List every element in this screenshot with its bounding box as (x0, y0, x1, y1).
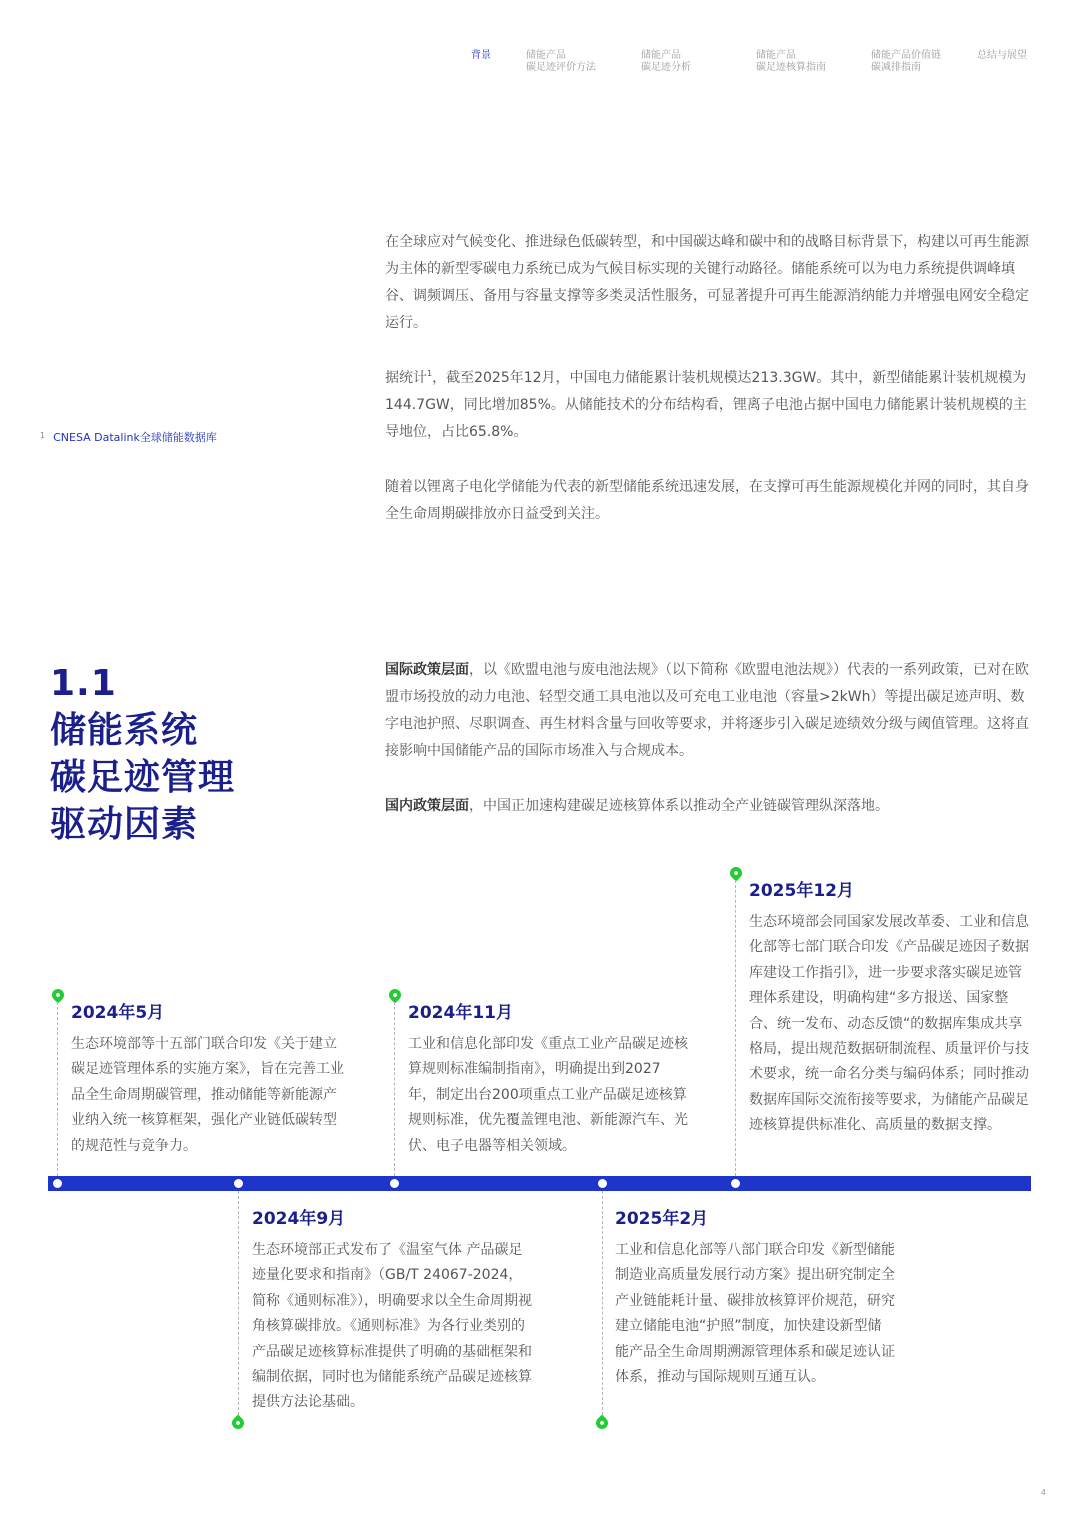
intro-p2-lead: 据统计 (385, 370, 427, 386)
section-title-line: 碳足迹管理 (50, 757, 236, 798)
event-date: 2025年2月 (615, 1209, 709, 1229)
footnote (40, 429, 217, 445)
event-text: 生态环境部等十五部门联合印发《关于建立碳足迹管理体系的实施方案》，旨在完善工业品全生命周期碳管理，推动储能等新能源产业纳入统一核算框架，强化产业链低碳转型的规范性与竞争力。 (71, 1036, 344, 1154)
section-number: 1.1 (50, 663, 117, 704)
event-text: 生态环境部会同国家发展改革委、工业和信息化部等七部门联合印发《产品碳足迹因子数据库建设工作指引》，进一步要求落实碳足迹管理体系建设，明确构建“多方报送、国家整合、统一发布、动态反馈“的数据库集成共享格局，提出规范数据研制流程、质量评价与技术要求，统一命名分类与编码体系；同时推动数据库国际交流衔接等要求，为储能产品碳足迹核算提供标准化、高质量的数据支撑。 (749, 914, 1029, 1134)
section-title-line: 储能系统 (50, 710, 199, 751)
event-date: 2024年5月 (71, 1003, 165, 1023)
intro-paragraph-1: 在全球应对气候变化、推进绿色低碳转型，和中国碳达峰和碳中和的战略目标背景下，构建以可再生能源为主体的新型零碳电力系统已成为气候目标实现的关键行动路径。储能系统可以为电力系统提供调峰填谷、调频调压、备用与容量支撑等多类灵活性服务，可显著提升可再生能源消纳能力并增强电网安全稳定运行。 (385, 234, 1029, 331)
intro-paragraph-2 (385, 365, 1030, 446)
nav-item-label: 总结与展望 (977, 50, 1027, 61)
timeline-stem (57, 1002, 58, 1176)
nav-item-label: 储能产品价值链 (871, 50, 941, 61)
timeline-stem (238, 1191, 239, 1415)
event-text: 工业和信息化部等八部门联合印发《新型储能制造业高质量发展行动方案》提出研究制定全产业链能耗计量、碳排放核算评价规范，研究建立储能电池“护照”制度，加快建设新型储能产品全生命周期溯源管理体系和碳足迹认证体系，推动与国际规则互通互认。 (615, 1242, 895, 1386)
nav-item-sublabel: 碳减排指南 (871, 62, 921, 73)
timeline-stem (735, 880, 736, 1176)
map-pin-icon (387, 987, 404, 1004)
timeline-dot (731, 1179, 740, 1188)
page-number: 4 (1040, 1488, 1046, 1497)
nav-item-sublabel: 碳足迹分析 (641, 62, 691, 73)
nav-item-reduction-guide[interactable] (871, 50, 941, 74)
nav-item-footprint-analysis[interactable] (641, 50, 691, 74)
timeline-dot (390, 1179, 399, 1188)
timeline-dot (53, 1179, 62, 1188)
policy-domestic-heading: 国内政策层面 (385, 798, 469, 814)
event-date: 2025年12月 (749, 881, 854, 901)
nav-item-label: 储能产品 (641, 50, 681, 61)
intro-p2-body: ，截至2025年12月，中国电力储能累计装机规模达213.3GW。其中，新型储能累计装机规模为144.7GW，同比增加85%。从储能技术的分布结构看，锂离子电池占据中国电力储能累计装机规模的主导地位，占比65.8%。 (385, 370, 1027, 440)
nav-item-summary[interactable] (977, 50, 1027, 62)
nav-item-label: 背景 (471, 50, 491, 61)
nav-item-label: 储能产品 (756, 50, 796, 61)
footnote-ref: 1 (427, 369, 433, 378)
event-date: 2024年9月 (252, 1209, 346, 1229)
nav-item-sublabel: 碳足迹评价方法 (526, 62, 596, 73)
timeline-dot (234, 1179, 243, 1188)
policy-domestic-text: ，中国正加速构建碳足迹核算体系以推动全产业链碳管理纵深落地。 (469, 798, 889, 814)
event-text: 工业和信息化部印发《重点工业产品碳足迹核算规则标准编制指南》，明确提出到2027年，制定出台200项重点工业产品碳足迹核算规则标准，优先覆盖锂电池、新能源汽车、光伏、电子电器等相关领域。 (408, 1036, 688, 1154)
nav-item-accounting-guide[interactable] (756, 50, 826, 74)
map-pin-icon (594, 1415, 611, 1432)
footnote-number: 1 (40, 431, 46, 440)
timeline-stem (602, 1191, 603, 1415)
event-date: 2024年11月 (408, 1003, 513, 1023)
nav-item-sublabel: 碳足迹核算指南 (756, 62, 826, 73)
nav-item-label: 储能产品 (526, 50, 566, 61)
footnote-text: CNESA Datalink全球储能数据库 (53, 431, 217, 444)
timeline-dot (598, 1179, 607, 1188)
map-pin-icon (728, 865, 745, 882)
nav-item-background[interactable] (471, 50, 491, 62)
policy-international-text: ，以《欧盟电池与废电池法规》（以下简称《欧盟电池法规》）代表的一系列政策，已对在欧盟市场投放的动力电池、轻型交通工具电池以及可充电工业电池（容量>2kWh）等提出碳足迹声明、数字电池护照、尽职调查、再生材料含量与回收等要求，并将逐步引入碳足迹绩效分级与阈值管理。这将直接影响中国储能产品的国际市场准入与合规成本。 (385, 662, 1029, 759)
intro-paragraph-3: 随着以锂离子电化学储能为代表的新型储能系统迅速发展，在支撑可再生能源规模化并网的同时，其自身全生命周期碳排放亦日益受到关注。 (385, 479, 1029, 522)
timeline-axis (48, 1176, 1031, 1191)
nav-item-evaluation-method[interactable] (526, 50, 596, 74)
timeline-stem (394, 1002, 395, 1176)
top-nav (0, 50, 1080, 80)
map-pin-icon (50, 987, 67, 1004)
policy-international-paragraph (385, 657, 1030, 765)
section-title-line: 驱动因素 (50, 804, 199, 845)
event-text: 生态环境部正式发布了《温室气体 产品碳足迹量化要求和指南》（GB/T 24067-2024，简称《通则标准》），明确要求以全生命周期视角核算碳排放。《通则标准》为各行业类别的产品碳足迹核算标准提供了明确的基础框架和编制依据，同时也为储能系统产品碳足迹核算提供方法论基础。 (252, 1242, 532, 1411)
map-pin-icon (230, 1415, 247, 1432)
policy-domestic-paragraph (385, 793, 1030, 820)
section-title (50, 660, 235, 848)
policy-international-heading: 国际政策层面 (385, 662, 469, 678)
